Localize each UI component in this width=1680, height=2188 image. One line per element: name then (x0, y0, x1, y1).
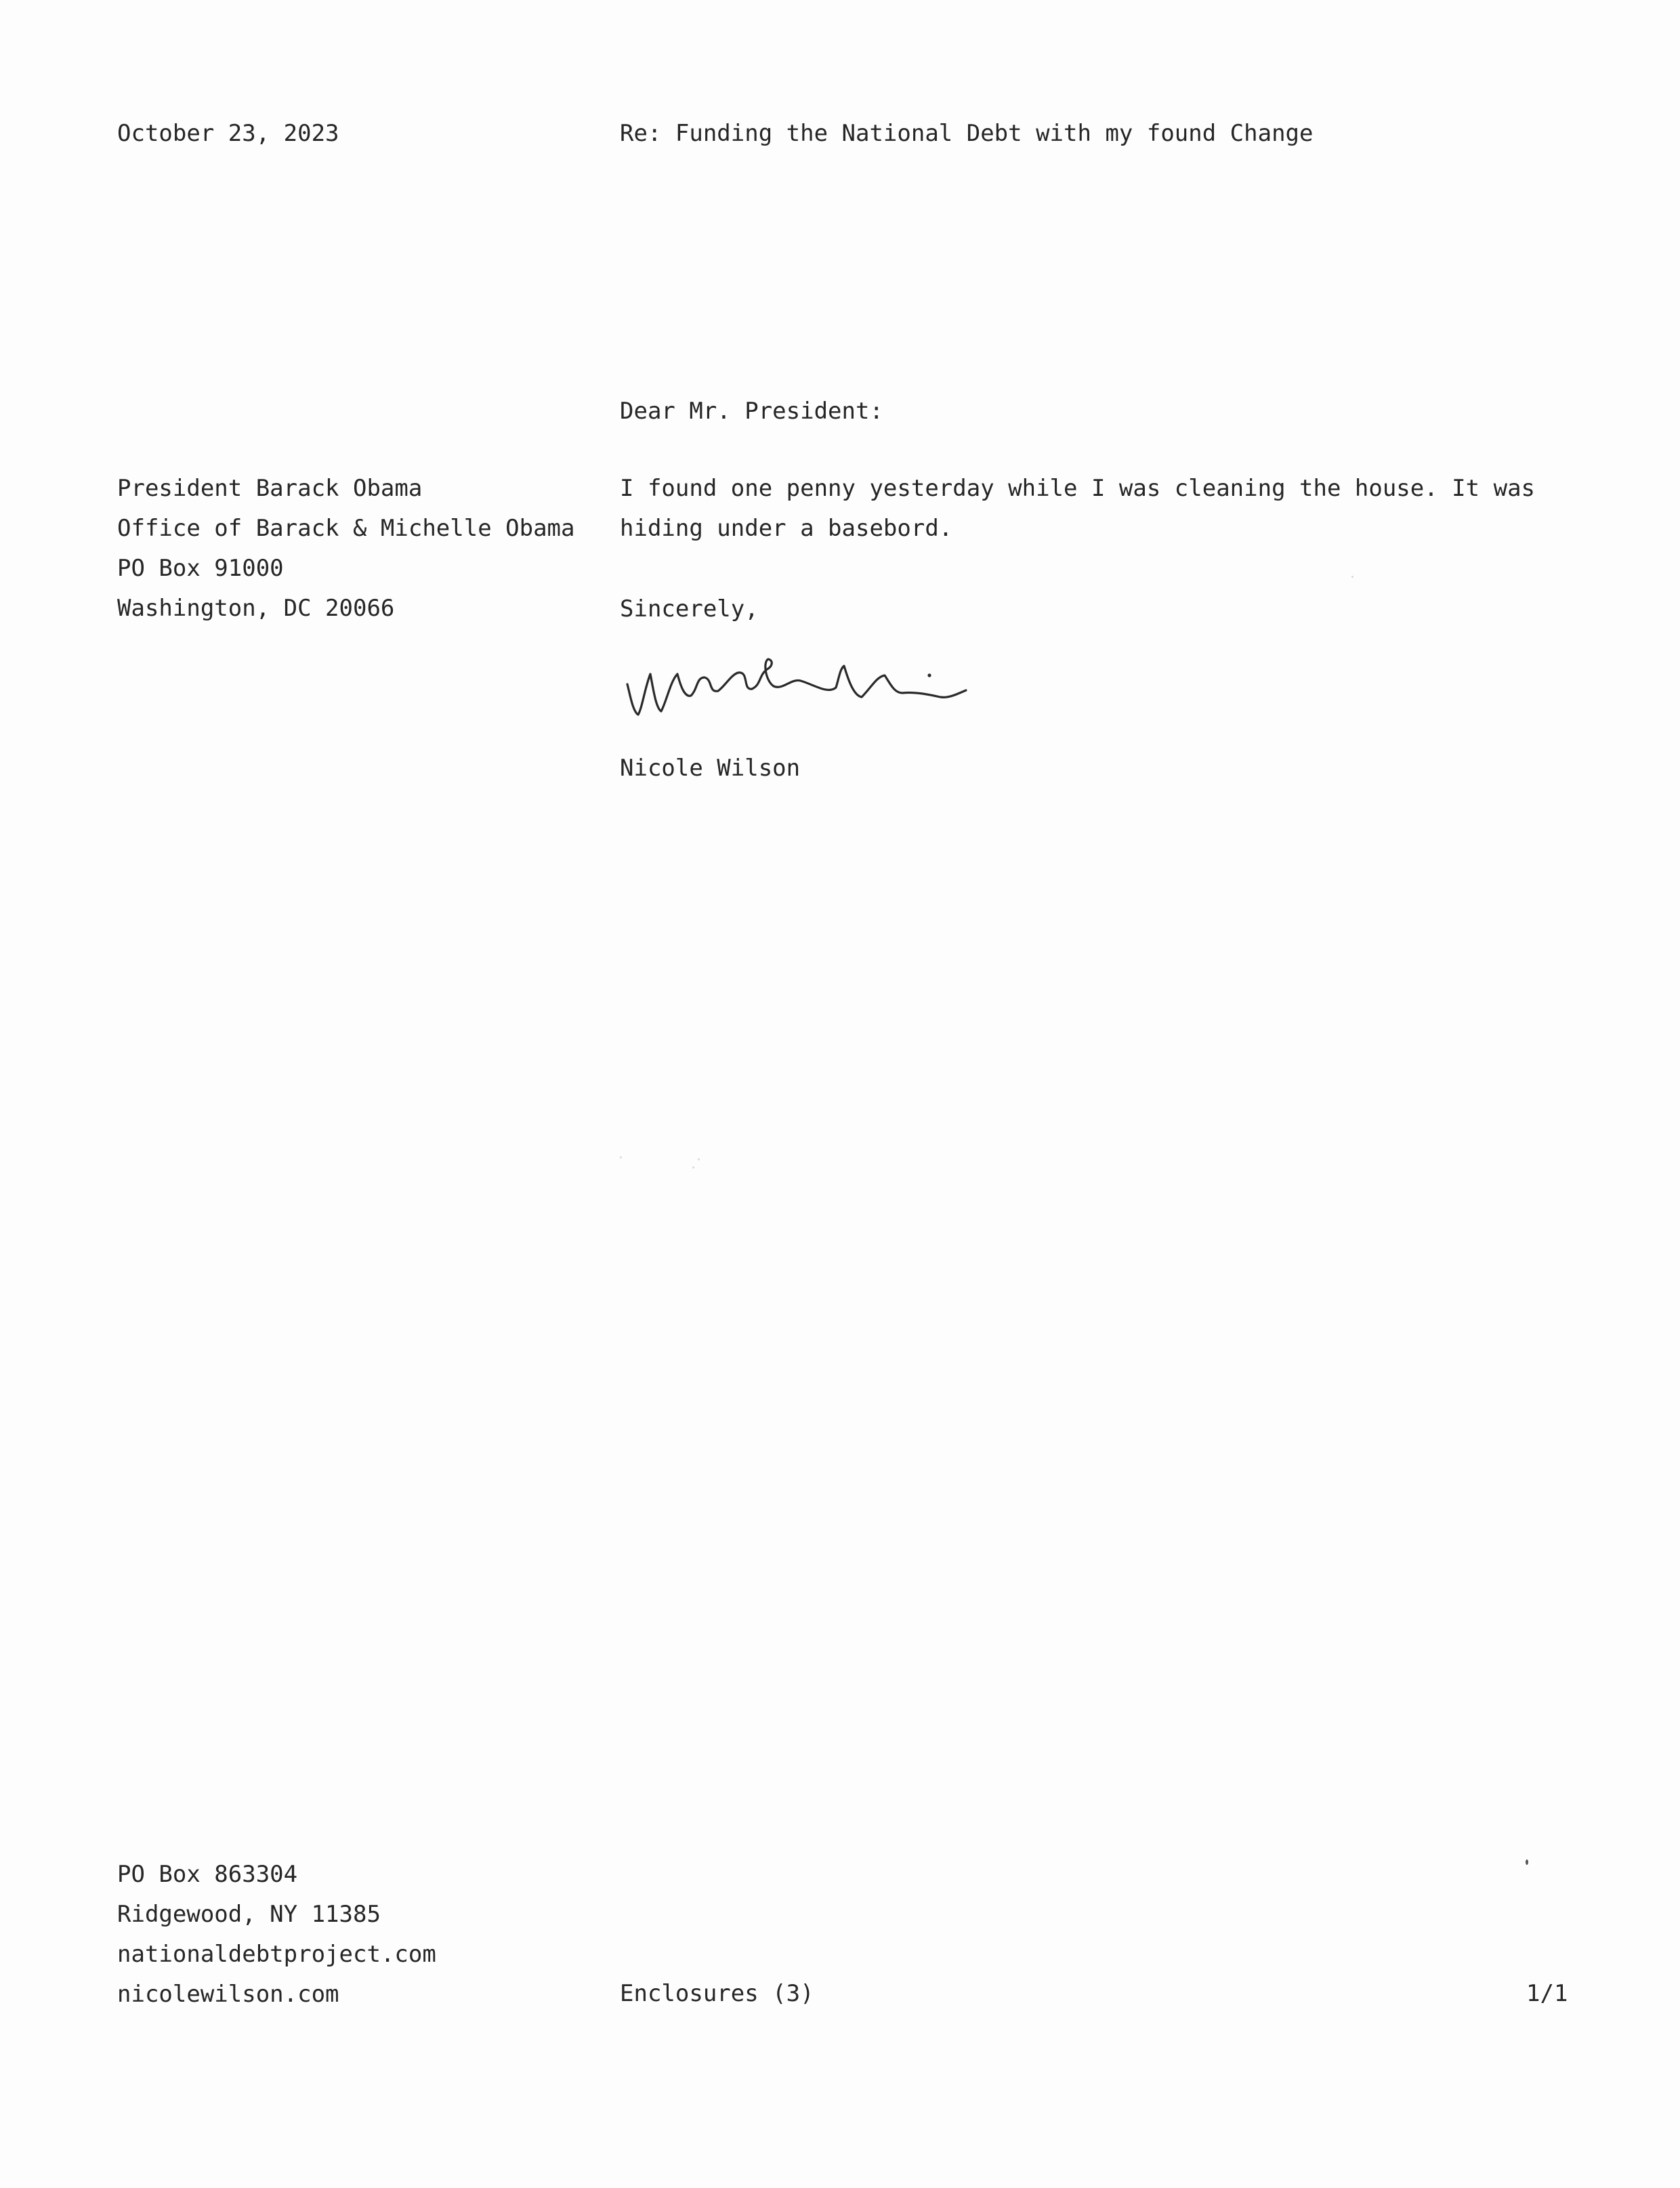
sender-website-1: nationaldebtproject.com (117, 1941, 436, 1968)
page-number: 1/1 (1526, 1980, 1568, 2007)
enclosures-note: Enclosures (3) (620, 1980, 814, 2007)
sender-city: Ridgewood, NY 11385 (117, 1901, 381, 1928)
handwritten-signature-icon (623, 647, 975, 728)
salutation: Dear Mr. President: (620, 398, 883, 425)
recipient-address (117, 469, 575, 629)
scan-speck (698, 1158, 700, 1160)
subject-line: Re: Funding the National Debt with my found Change (620, 120, 1314, 147)
letter-body (620, 469, 1582, 549)
recipient-name: President Barack Obama (117, 475, 423, 502)
letter-date: October 23, 2023 (117, 120, 339, 147)
signer-name: Nicole Wilson (620, 755, 801, 782)
sender-address (117, 1855, 436, 2015)
closing: Sincerely, (620, 595, 759, 623)
sender-website-2: nicolewilson.com (117, 1981, 339, 2008)
scan-speck (1526, 1859, 1528, 1865)
recipient-city: Washington, DC 20066 (117, 595, 395, 622)
scan-speck (1351, 576, 1353, 578)
recipient-po-box: PO Box 91000 (117, 555, 284, 582)
recipient-office: Office of Barack & Michelle Obama (117, 515, 575, 542)
scan-speck (692, 1166, 694, 1169)
body-line-1: I found one penny yesterday while I was cleaning the house. It was (620, 475, 1536, 502)
sender-po-box: PO Box 863304 (117, 1861, 298, 1888)
scan-speck (620, 1156, 622, 1158)
body-line-2: hiding under a basebord. (620, 515, 953, 542)
